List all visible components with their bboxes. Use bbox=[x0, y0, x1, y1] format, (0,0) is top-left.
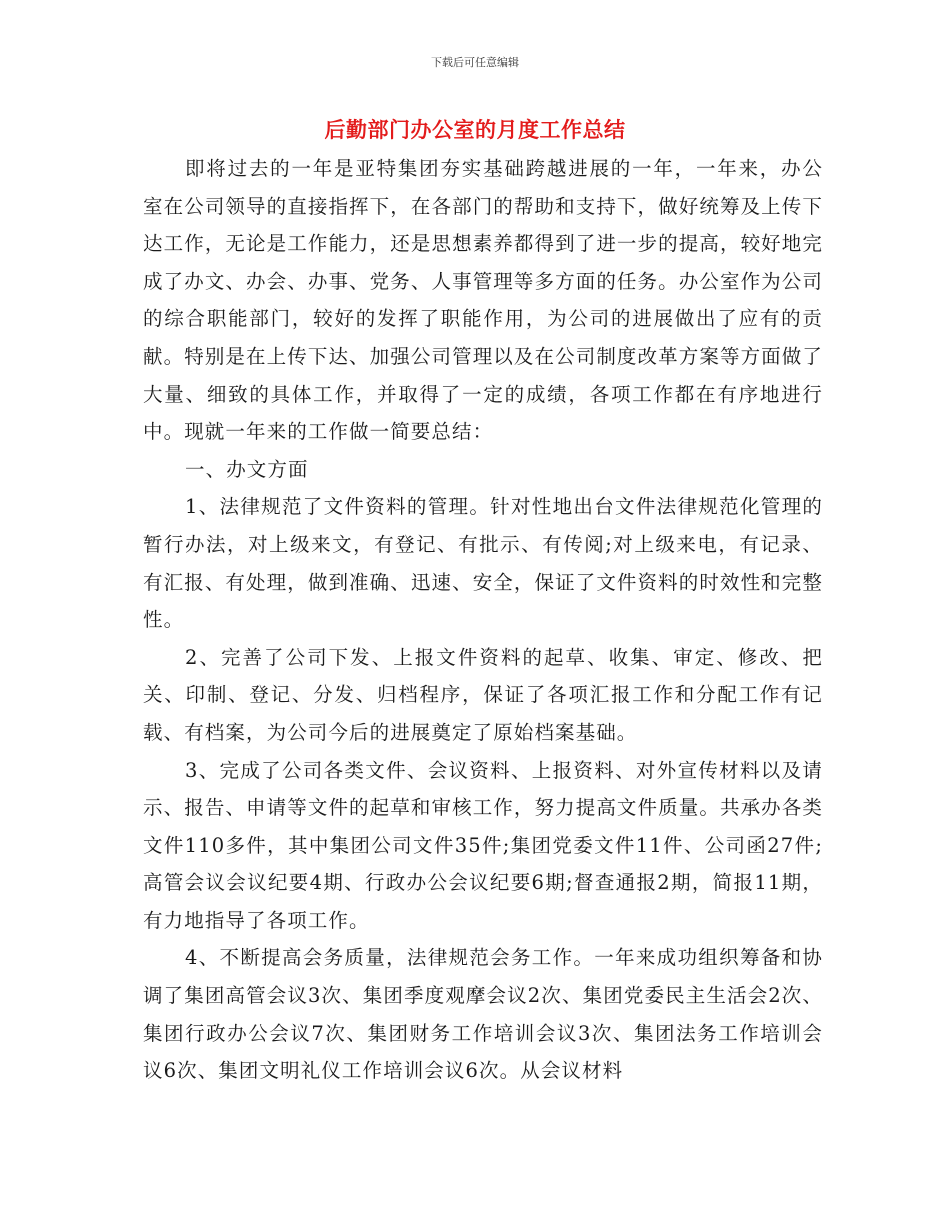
paragraph-intro: 即将过去的一年是亚特集团夯实基础跨越进展的一年，一年来，办公室在公司领导的直接指挥下，在各部门的帮助和支持下，做好统筹及上传下达工作，无论是工作能力，还是思想素养都得到了进一步的提高，较好地完成了办文、办会、办事、党务、人事管理等多方面的任务。办公室作为公司的综合职能部门，较好的发挥了职能作用，为公司的进展做出了应有的贡献。特别是在上传下达、加强公司管理以及在公司制度改革方案等方面做了大量、细致的具体工作，并取得了一定的成绩，各项工作都在有序地进行中。现就一年来的工作做一简要总结： bbox=[143, 157, 823, 444]
paragraph-item-3: 3、完成了公司各类文件、会议资料、上报资料、对外宣传材料以及请示、报告、申请等文件的起草和审核工作，努力提高文件质量。共承办各类文件110多件，其中集团公司文件35件;集团党委文件11件、公司函27件;高管会议会议纪要4期、行政办公会议纪要6期;督查通报2期，简报11期，有力地指导了各项工作。 bbox=[143, 758, 823, 932]
document-title: 后勤部门办公室的月度工作总结 bbox=[324, 118, 626, 142]
paragraph-item-1: 1、法律规范了文件资料的管理。针对性地出台文件法律规范化管理的暂行办法，对上级来文，有登记、有批示、有传阅;对上级来电，有记录、有汇报、有处理，做到准确、迅速、安全，保证了文件资料的时效性和完整性。 bbox=[143, 495, 823, 632]
paragraph-item-4: 4、不断提高会务质量，法律规范会务工作。一年来成功组织筹备和协调了集团高管会议3次、集团季度观摩会议2次、集团党委民主生活会2次、集团行政办公会议7次、集团财务工作培训会议3次、集团法务工作培训会议6次、集团文明礼仪工作培训会议6次。从会议材料 bbox=[143, 946, 823, 1083]
document-body bbox=[143, 150, 823, 1090]
paragraph-item-2: 2、完善了公司下发、上报文件资料的起草、收集、审定、修改、把关、印制、登记、分发、归档程序，保证了各项汇报工作和分配工作有记载、有档案，为公司今后的进展奠定了原始档案基础。 bbox=[143, 645, 823, 744]
section-heading: 一、办文方面 bbox=[185, 457, 309, 481]
header-note: 下载后可任意编辑 bbox=[431, 56, 519, 69]
